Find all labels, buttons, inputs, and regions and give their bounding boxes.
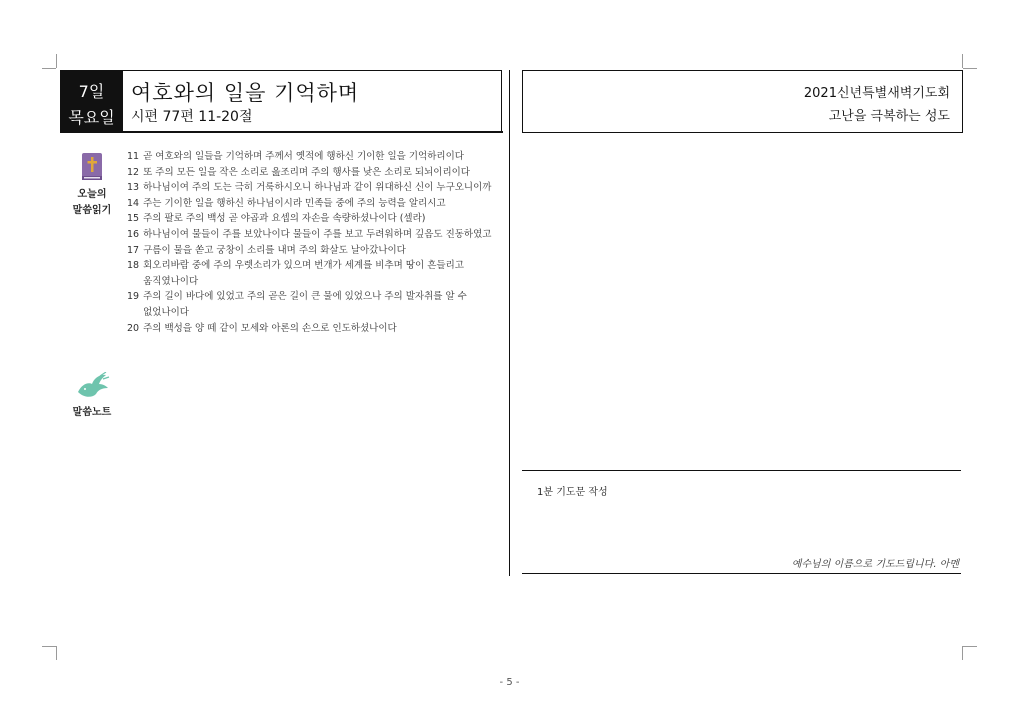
verse-text: 하나님이여 주의 도는 극히 거룩하시오니 하나님과 같이 위대하신 신이 누구오니이까: [143, 182, 492, 194]
reading-label: [62, 187, 122, 219]
date-box: [60, 70, 123, 133]
series-title: 2021신년특별새벽기도회: [803, 86, 950, 101]
verse-row: [127, 227, 501, 243]
page-number: - 5 -: [499, 677, 520, 688]
prayer-label: 1분 기도문 작성: [537, 487, 608, 498]
crop-mark: [963, 646, 977, 647]
bottom-divider: [522, 573, 961, 574]
verse-number: 12: [127, 166, 140, 178]
verse-text: 주의 길이 바다에 있었고 주의 곧은 길이 큰 물에 있었으나 주의 발자취를 알 수 없었나이다: [143, 291, 467, 318]
verse-row: [127, 258, 501, 289]
verse-text: 구름이 물을 쏟고 궁창이 소리를 내며 주의 화살도 날아갔나이다: [143, 244, 406, 256]
crop-mark: [962, 54, 963, 68]
verse-row: [127, 165, 501, 181]
verse-number: 17: [127, 244, 140, 256]
verse-text: 회오리바람 중에 주의 우렛소리가 있으며 번개가 세계를 비추며 땅이 흔들리고 움직였나이다: [143, 260, 464, 287]
crop-mark: [963, 68, 977, 69]
note-label: 말씀노트: [72, 407, 112, 418]
dove-icon: [76, 372, 110, 404]
verse-row: [127, 211, 501, 227]
series-header: [522, 70, 963, 133]
column-divider: [509, 70, 510, 576]
verse-number: 11: [127, 151, 140, 162]
verse-text: 하나님이여 물들이 주를 보았나이다 물들이 주를 보고 두려워하며 깊음도 진동하였고: [143, 228, 492, 240]
verse-text: 또 주의 모든 일을 작은 소리로 읊조리며 주의 행사를 낮은 소리로 되뇌이리이다: [143, 166, 470, 178]
weekday-label: 목요일: [68, 108, 115, 127]
crop-mark: [42, 68, 56, 69]
verse-number: 16: [127, 228, 140, 240]
reading-label-line2: 말씀읽기: [72, 205, 112, 216]
verse-number: 18: [127, 260, 140, 272]
verse-row: [127, 321, 501, 337]
verse-number: 15: [127, 213, 140, 225]
series-subtitle: 고난을 극복하는 성도: [828, 109, 950, 124]
verse-number: 20: [127, 322, 140, 334]
verse-row: [127, 196, 501, 212]
crop-mark: [962, 646, 963, 660]
verse-text: 주는 기이한 일을 행하신 하나님이시라 민족들 중에 주의 능력을 알리시고: [143, 197, 446, 209]
title-box: [123, 70, 502, 133]
verse-number: 14: [127, 197, 140, 209]
reading-label-line1: 오늘의: [77, 189, 107, 200]
verse-row: [127, 149, 501, 165]
verse-row: [127, 243, 501, 259]
section-divider: [522, 470, 961, 471]
scripture-text: [127, 149, 501, 336]
verse-row: [127, 289, 501, 320]
passage-reference: 시편 77편 11-20절: [131, 109, 253, 125]
verse-text: 주의 팔로 주의 백성 곧 야곱과 요셉의 자손을 속량하셨나이다 (셀라): [143, 213, 426, 225]
verse-text: 곧 여호와의 일들을 기억하며 주께서 옛적에 행하신 기이한 일을 기억하리이다: [143, 151, 464, 162]
crop-mark: [56, 54, 57, 68]
crop-mark: [42, 646, 56, 647]
verse-text: 주의 백성을 양 떼 같이 모세와 아론의 손으로 인도하셨나이다: [143, 322, 397, 334]
header-underline: [60, 131, 503, 133]
verse-number: 19: [127, 291, 140, 303]
verse-row: [127, 180, 501, 196]
page-title: 여호와의 일을 기억하며: [131, 81, 360, 105]
verse-number: 13: [127, 182, 140, 194]
crop-mark: [56, 646, 57, 660]
bible-icon: [81, 152, 103, 186]
prayer-closing: 예수님의 이름으로 기도드립니다. 아멘: [791, 559, 959, 570]
day-label: 7일: [78, 82, 105, 101]
